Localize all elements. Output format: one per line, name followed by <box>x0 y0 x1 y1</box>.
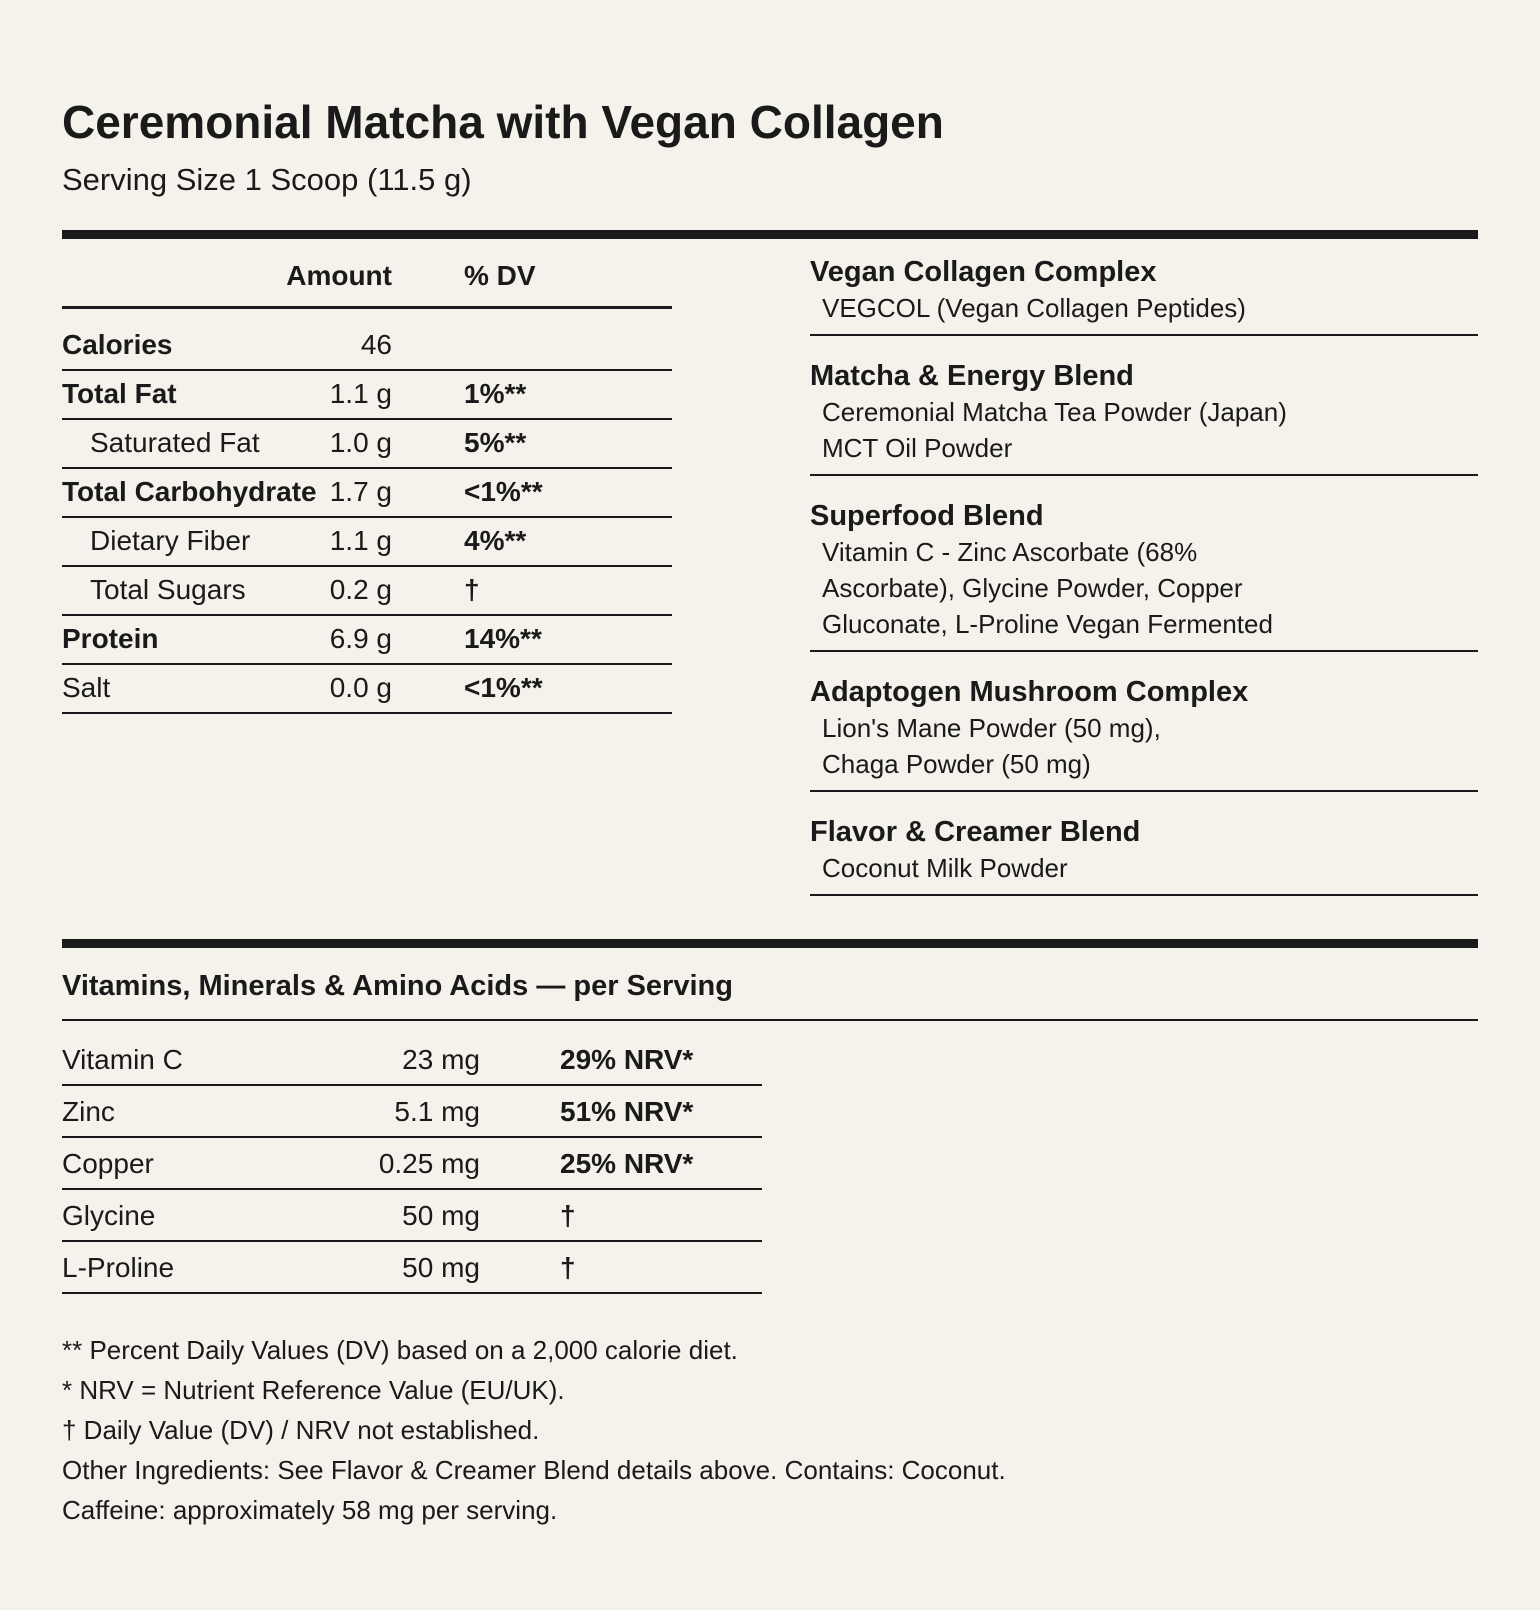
nutrient-name: Total Fat <box>62 378 177 409</box>
vitamin-name: L-Proline <box>62 1252 175 1283</box>
header-amount: Amount <box>286 260 392 291</box>
blend-title: Vegan Collagen Complex <box>810 256 1157 288</box>
vitamins-divider <box>62 1019 1478 1021</box>
vitamins-section-title: Vitamins, Minerals & Amino Acids — per Serving <box>62 970 733 1002</box>
vitamin-nrv: † <box>560 1252 576 1283</box>
blend-matcha-energy <box>810 354 1478 476</box>
blend-ingredient: MCT Oil Powder <box>822 433 1013 463</box>
middle-thick-divider <box>62 939 1478 948</box>
nutrient-name: Saturated Fat <box>90 427 260 458</box>
vitamin-amount: 50 mg <box>402 1252 480 1283</box>
nutrient-dv: <1%** <box>464 476 543 507</box>
blend-ingredient: Ceremonial Matcha Tea Powder (Japan) <box>822 397 1287 427</box>
blend-ingredient: Vitamin C - Zinc Ascorbate (68% <box>822 537 1198 567</box>
nutrient-dv: 1%** <box>464 378 527 409</box>
vitamin-name: Glycine <box>62 1200 156 1231</box>
nutrient-dv: † <box>464 574 480 605</box>
blend-ingredient: Coconut Milk Powder <box>822 853 1068 883</box>
nutrient-dv: <1%** <box>464 672 543 703</box>
nutrient-name: Calories <box>62 329 173 360</box>
nutrient-amount: 6.9 g <box>329 623 392 654</box>
footnote-nrv: * NRV = Nutrient Reference Value (EU/UK). <box>62 1375 565 1405</box>
nutrition-table <box>62 248 672 714</box>
vitamin-nrv: 25% NRV* <box>560 1148 694 1179</box>
vitamins-table <box>62 1034 762 1294</box>
vitamin-nrv: 29% NRV* <box>560 1044 694 1075</box>
blend-ingredient: Gluconate, L-Proline Vegan Fermented <box>822 609 1273 639</box>
blend-title: Adaptogen Mushroom Complex <box>810 676 1249 708</box>
nutrient-amount: 0.0 g <box>329 672 392 703</box>
nutrient-name: Total Carbohydrate <box>62 476 317 507</box>
nutrition-row-total-sugars <box>62 567 672 616</box>
vitamin-row-zinc <box>62 1086 762 1138</box>
footnote-dv: ** Percent Daily Values (DV) based on a 2,000 calorie diet. <box>62 1335 738 1365</box>
footnote-caffeine: Caffeine: approximately 58 mg per serving. <box>62 1495 558 1525</box>
footnote-other-ingredients: Other Ingredients: See Flavor & Creamer Blend details above. Contains: Coconut. <box>62 1455 1006 1485</box>
nutrition-row-total-carbohydrate <box>62 469 672 518</box>
vitamin-row-copper <box>62 1138 762 1190</box>
vitamin-amount: 23 mg <box>402 1044 480 1075</box>
nutrition-row-total-fat <box>62 371 672 420</box>
nutrient-dv: 14%** <box>464 623 542 654</box>
top-thick-divider <box>62 230 1478 239</box>
vitamin-amount: 50 mg <box>402 1200 480 1231</box>
nutrient-amount: 0.2 g <box>329 574 392 605</box>
blend-title: Matcha & Energy Blend <box>810 360 1134 392</box>
nutrient-name: Total Sugars <box>90 574 246 605</box>
nutrition-row-protein <box>62 616 672 665</box>
blend-title: Flavor & Creamer Blend <box>810 816 1141 848</box>
vitamin-amount: 5.1 mg <box>394 1096 480 1127</box>
vitamin-name: Vitamin C <box>62 1044 183 1075</box>
blend-superfood <box>810 494 1478 652</box>
vitamin-row-vitamin-c <box>62 1034 762 1086</box>
footnotes <box>62 1330 1478 1530</box>
ingredient-blends <box>810 250 1478 914</box>
nutrient-dv: 5%** <box>464 427 527 458</box>
nutrient-amount: 46 <box>360 329 392 360</box>
blend-vegan-collagen-complex <box>810 250 1478 336</box>
blend-flavor-creamer <box>810 810 1478 896</box>
nutrient-name: Protein <box>62 623 159 654</box>
nutrient-amount: 1.7 g <box>329 476 392 507</box>
nutrition-row-saturated-fat <box>62 420 672 469</box>
nutrient-amount: 1.1 g <box>329 525 392 556</box>
vitamin-row-glycine <box>62 1190 762 1242</box>
vitamin-nrv: † <box>560 1200 576 1231</box>
nutrition-row-calories <box>62 309 672 371</box>
nutrition-row-dietary-fiber <box>62 518 672 567</box>
nutrient-amount: 1.0 g <box>329 427 392 458</box>
nutrient-name: Dietary Fiber <box>90 525 251 556</box>
blend-ingredient: Ascorbate), Glycine Powder, Copper <box>822 573 1243 603</box>
footnote-not-established: † Daily Value (DV) / NRV not established. <box>62 1415 540 1445</box>
blend-title: Superfood Blend <box>810 500 1044 532</box>
vitamin-row-l-proline <box>62 1242 762 1294</box>
nutrient-name: Salt <box>62 672 111 703</box>
blend-adaptogen-mushroom <box>810 670 1478 792</box>
nutrition-row-salt <box>62 665 672 714</box>
blend-ingredient: VEGCOL (Vegan Collagen Peptides) <box>822 293 1246 323</box>
product-title: Ceremonial Matcha with Vegan Collagen <box>62 96 944 148</box>
vitamin-name: Zinc <box>62 1096 115 1127</box>
header-dv: % DV <box>464 260 536 291</box>
nutrient-dv: 4%** <box>464 525 527 556</box>
serving-size: Serving Size 1 Scoop (11.5 g) <box>62 162 472 197</box>
nutrient-amount: 1.1 g <box>329 378 392 409</box>
vitamin-amount: 0.25 mg <box>378 1148 480 1179</box>
blend-ingredient: Lion's Mane Powder (50 mg), <box>822 713 1161 743</box>
vitamin-name: Copper <box>62 1148 154 1179</box>
vitamin-nrv: 51% NRV* <box>560 1096 694 1127</box>
nutrition-table-header <box>62 248 672 309</box>
blend-ingredient: Chaga Powder (50 mg) <box>822 749 1091 779</box>
